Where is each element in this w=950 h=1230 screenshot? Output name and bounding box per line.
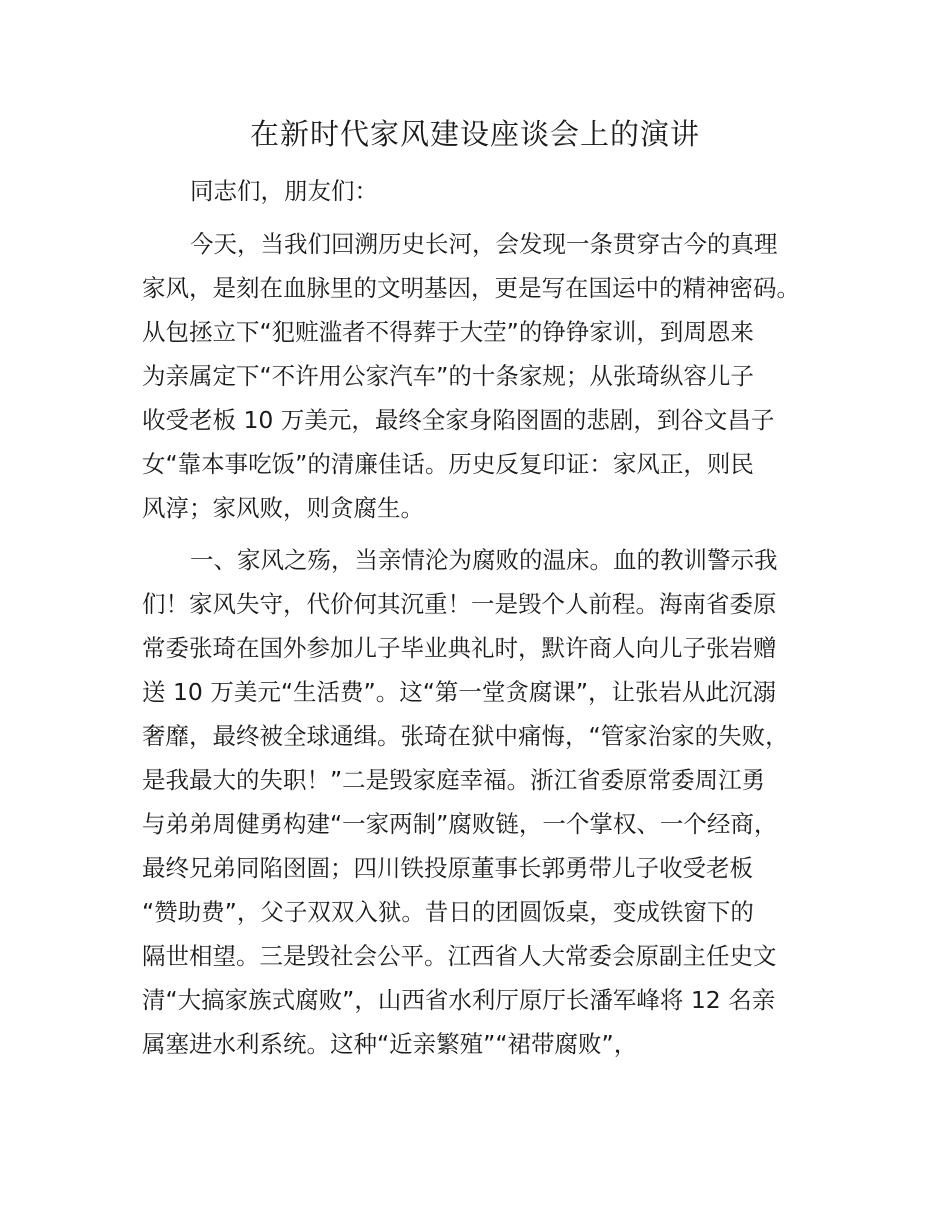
paragraph-2-line: 最终兄弟同陷囹圄；四川铁投原董事长郭勇带儿子收受老板 (142, 854, 753, 882)
paragraph-1-line: 今天，当我们回溯历史长河，会发现一条贯穿古今的真理 (190, 230, 778, 258)
paragraph-2-line: 一、家风之殇，当亲情沦为腐败的温床。血的教训警示我 (190, 546, 778, 574)
paragraph-2-line: 送 10 万美元“生活费”。这“第一堂贪腐课”，让张岩从此沉溺 (142, 678, 777, 706)
paragraph-2-line: 们！家风失守，代价何其沉重！一是毁个人前程。海南省委原 (142, 590, 777, 618)
paragraph-1-line: 风淳；家风败，则贪腐生。 (142, 494, 424, 522)
paragraph-1-line: 收受老板 10 万美元，最终全家身陷囹圄的悲剧，到谷文昌子 (142, 406, 775, 434)
paragraph-2-line: 属塞进水利系统。这种“近亲繁殖”“裙带腐败”， (142, 1030, 638, 1058)
paragraph-2-line: 隔世相望。三是毁社会公平。江西省人大常委会原副主任史文 (142, 942, 777, 970)
paragraph-1-line: 从包拯立下“犯赃滥者不得葬于大茔”的铮铮家训，到周恩来 (142, 318, 754, 346)
paragraph-2-line: 是我最大的失职！”二是毁家庭幸福。浙江省委原常委周江勇 (142, 766, 766, 794)
paragraph-2-line: 与弟弟周健勇构建“一家两制”腐败链，一个掌权、一个经商， (142, 810, 778, 838)
paragraph-1-line: 为亲属定下“不许用公家汽车”的十条家规；从张琦纵容儿子 (142, 362, 754, 390)
greeting: 同志们，朋友们： (190, 177, 378, 205)
paragraph-2-line: “赞助费”，父子双双入狱。昔日的团圆饭桌，变成铁窗下的 (142, 898, 754, 926)
document-title: 在新时代家风建设座谈会上的演讲 (249, 117, 700, 151)
paragraph-2-line: 奢靡，最终被全球通缉。张琦在狱中痛悔，“管家治家的失败， (142, 722, 789, 750)
paragraph-1-line: 女“靠本事吃饭”的清廉佳话。历史反复印证：家风正，则民 (142, 450, 754, 478)
paragraph-2-line: 清“大搞家族式腐败”，山西省水利厅原厅长潘军峰将 12 名亲 (142, 986, 776, 1014)
paragraph-1-line: 家风，是刻在血脉里的文明基因，更是写在国运中的精神密码。 (142, 274, 800, 302)
paragraph-2-line: 常委张琦在国外参加儿子毕业典礼时，默许商人向儿子张岩赠 (142, 634, 777, 662)
